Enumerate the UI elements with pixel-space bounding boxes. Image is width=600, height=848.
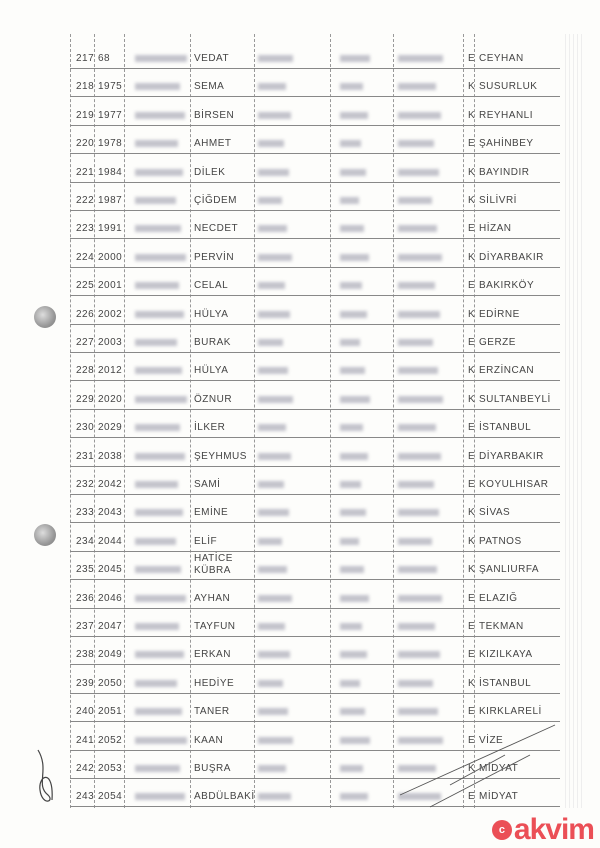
watermark-logo [492, 814, 594, 846]
table-row [70, 608, 560, 637]
redacted-field [135, 367, 182, 374]
redacted-field [135, 169, 183, 176]
redacted-field [340, 112, 368, 119]
gender: K [468, 166, 476, 178]
record-id: 1977 [98, 109, 123, 121]
city: DİYARBAKIR [479, 251, 544, 263]
table-row [70, 68, 560, 97]
gender: E [468, 450, 476, 462]
record-id: 2000 [98, 251, 123, 263]
redacted-field [135, 453, 185, 460]
row-number: 225 [76, 280, 95, 292]
redacted-field [135, 623, 179, 630]
redacted-field [398, 453, 441, 460]
table-row [70, 296, 560, 325]
row-number: 227 [76, 337, 95, 348]
record-id: 2054 [98, 791, 123, 803]
gender: E [468, 280, 476, 292]
city: ERZİNCAN [479, 365, 535, 377]
record-id: 1978 [98, 138, 123, 150]
redacted-field [398, 509, 439, 516]
redacted-field [135, 254, 186, 261]
scan-artifact [565, 34, 585, 808]
gender: K [468, 677, 476, 689]
gender: E [468, 791, 476, 803]
gender: E [468, 337, 476, 348]
redacted-field [258, 339, 283, 346]
record-id: 2052 [98, 734, 123, 746]
redacted-field [398, 140, 434, 147]
record-id: 2050 [98, 677, 123, 689]
record-id: 2020 [98, 393, 123, 405]
gender: K [468, 763, 476, 774]
city: GERZE [479, 337, 516, 348]
redacted-field [340, 793, 368, 800]
first-name: ELİF [194, 535, 218, 547]
first-name: CELAL [194, 280, 229, 292]
record-id: 2051 [98, 706, 123, 718]
gender: K [468, 81, 476, 93]
row-number: 235 [76, 564, 95, 576]
row-number: 236 [76, 592, 95, 604]
first-name: HATİCE KÜBRA [194, 553, 233, 577]
redacted-field [258, 595, 292, 602]
table-row [70, 210, 560, 239]
city: TEKMAN [479, 621, 524, 632]
row-number: 229 [76, 393, 95, 405]
city: SİVAS [479, 507, 511, 519]
row-number: 231 [76, 450, 95, 462]
record-id: 2049 [98, 649, 123, 661]
redacted-field [398, 197, 432, 204]
redacted-field [258, 424, 286, 431]
redacted-field [135, 197, 176, 204]
redacted-field [398, 55, 443, 62]
redacted-field [398, 538, 432, 545]
first-name: TANER [194, 706, 230, 718]
redacted-field [135, 282, 179, 289]
first-name: ERKAN [194, 649, 231, 661]
table-row [70, 580, 560, 609]
city: PATNOS [479, 535, 522, 547]
first-name: BİRSEN [194, 109, 235, 121]
row-number: 220 [76, 138, 95, 150]
redacted-field [135, 112, 185, 119]
gender: E [468, 706, 476, 718]
first-name: EMİNE [194, 507, 229, 519]
redacted-field [340, 424, 363, 431]
signature-strokes [390, 715, 570, 810]
row-number: 234 [76, 535, 95, 547]
record-id: 2046 [98, 592, 123, 604]
punch-hole [34, 306, 56, 328]
first-name: AHMET [194, 138, 232, 150]
first-name: NECDET [194, 223, 239, 235]
redacted-field [398, 169, 439, 176]
gender: K [468, 507, 476, 519]
row-number: 238 [76, 649, 95, 661]
redacted-field [398, 282, 435, 289]
redacted-field [398, 481, 434, 488]
redacted-field [135, 595, 186, 602]
redacted-field [398, 112, 441, 119]
gender: K [468, 535, 476, 547]
redacted-field [135, 737, 187, 744]
gender: E [468, 138, 476, 150]
row-number: 237 [76, 621, 95, 632]
redacted-field [258, 83, 286, 90]
first-name: İLKER [194, 422, 226, 434]
gender: E [468, 621, 476, 632]
redacted-field [135, 311, 184, 318]
redacted-field [258, 737, 293, 744]
redacted-field [398, 367, 438, 374]
redacted-field [340, 737, 370, 744]
redacted-field [135, 83, 180, 90]
redacted-field [340, 651, 367, 658]
gender: K [468, 564, 476, 576]
city: REYHANLI [479, 109, 534, 121]
redacted-field [398, 339, 433, 346]
redacted-field [340, 83, 363, 90]
redacted-field [398, 396, 443, 403]
redacted-field [258, 169, 289, 176]
row-number: 226 [76, 308, 95, 320]
city: ŞAHİNBEY [479, 138, 534, 150]
redacted-field [398, 651, 440, 658]
record-id: 2045 [98, 564, 123, 576]
redacted-field [340, 367, 365, 374]
first-name: DİLEK [194, 166, 226, 178]
row-number: 219 [76, 109, 95, 121]
table-row [70, 466, 560, 495]
redacted-field [258, 566, 287, 573]
first-name: ABDÜLBAKİ [194, 791, 255, 803]
gender: K [468, 109, 476, 121]
city: SİLİVRİ [479, 195, 517, 206]
redacted-field [340, 680, 360, 687]
table-row [70, 381, 560, 410]
gender: K [468, 251, 476, 263]
redacted-field [258, 55, 293, 62]
redacted-field [398, 424, 436, 431]
row-number: 217 [76, 53, 95, 64]
first-name: ŞEYHMUS [194, 450, 247, 462]
record-id: 2053 [98, 763, 123, 774]
row-number: 222 [76, 195, 95, 206]
table-row [70, 352, 560, 381]
redacted-field [398, 680, 433, 687]
table-row [70, 154, 560, 183]
record-id: 2003 [98, 337, 123, 348]
record-id: 2044 [98, 535, 123, 547]
row-number: 233 [76, 507, 95, 519]
record-id: 68 [98, 53, 111, 64]
row-number: 232 [76, 479, 95, 490]
table-row [70, 324, 560, 353]
table-row [70, 551, 560, 580]
redacted-field [340, 453, 368, 460]
first-name: HEDİYE [194, 677, 235, 689]
gender: E [468, 734, 476, 746]
redacted-field [340, 538, 359, 545]
gender: K [468, 308, 476, 320]
record-id: 1987 [98, 195, 123, 206]
city: MİDYAT [479, 763, 519, 774]
redacted-field [135, 140, 178, 147]
gender: E [468, 592, 476, 604]
city: KIZILKAYA [479, 649, 533, 661]
table-row [70, 494, 560, 523]
redacted-field [135, 566, 181, 573]
redacted-field [398, 566, 437, 573]
redacted-field [340, 509, 366, 516]
city: KOYULHISAR [479, 479, 549, 490]
city: İSTANBUL [479, 677, 532, 689]
redacted-field [340, 481, 361, 488]
record-id: 1984 [98, 166, 123, 178]
redacted-field [340, 140, 361, 147]
redacted-field [258, 765, 286, 772]
redacted-field [398, 83, 436, 90]
city: BAYINDIR [479, 166, 530, 178]
redacted-field [258, 453, 291, 460]
watermark-icon: c [492, 820, 512, 840]
record-id: 2043 [98, 507, 123, 519]
redacted-field [340, 225, 364, 232]
row-number: 241 [76, 734, 95, 746]
row-number: 230 [76, 422, 95, 434]
watermark-text: akvim [513, 813, 594, 846]
first-name: HÜLYA [194, 308, 229, 320]
redacted-field [340, 55, 370, 62]
city: ELAZIĞ [479, 592, 518, 604]
redacted-field [135, 481, 178, 488]
redacted-field [340, 566, 364, 573]
first-name: AYHAN [194, 592, 231, 604]
redacted-field [340, 254, 369, 261]
redacted-field [135, 793, 185, 800]
first-name: KAAN [194, 734, 224, 746]
first-name: TAYFUN [194, 621, 236, 632]
gender: E [468, 223, 476, 235]
city: BAKIRKÖY [479, 280, 535, 292]
record-id: 2042 [98, 479, 123, 490]
redacted-field [340, 396, 370, 403]
signature-mark [30, 740, 60, 810]
city: SUSURLUK [479, 81, 538, 93]
redacted-field [258, 481, 284, 488]
table-row [70, 125, 560, 154]
table-row [70, 665, 560, 694]
city: SULTANBEYLİ [479, 393, 551, 405]
redacted-field [398, 311, 440, 318]
row-number: 224 [76, 251, 95, 263]
row-number: 240 [76, 706, 95, 718]
city: İSTANBUL [479, 422, 532, 434]
redacted-field [258, 367, 288, 374]
record-id: 2038 [98, 450, 123, 462]
gender: K [468, 365, 476, 377]
punch-hole [34, 524, 56, 546]
redacted-field [398, 254, 442, 261]
record-id: 2001 [98, 280, 123, 292]
record-id: 1991 [98, 223, 123, 235]
row-number: 228 [76, 365, 95, 377]
redacted-field [340, 623, 362, 630]
row-number: 243 [76, 791, 95, 803]
city: CEYHAN [479, 53, 524, 64]
city: HİZAN [479, 223, 512, 235]
redacted-field [258, 708, 288, 715]
first-name: BURAK [194, 337, 231, 348]
redacted-field [258, 396, 293, 403]
record-id: 2029 [98, 422, 123, 434]
table-row [70, 97, 560, 126]
redacted-field [340, 765, 363, 772]
redacted-field [135, 765, 180, 772]
table-row [70, 636, 560, 665]
first-name: BUŞRA [194, 763, 231, 774]
redacted-field [135, 339, 177, 346]
gender: E [468, 649, 476, 661]
redacted-field [135, 538, 176, 545]
city: DİYARBAKIR [479, 450, 544, 462]
redacted-field [340, 197, 359, 204]
redacted-field [258, 680, 283, 687]
row-number: 218 [76, 81, 95, 93]
gender: E [468, 422, 476, 434]
first-name: HÜLYA [194, 365, 229, 377]
redacted-field [258, 282, 285, 289]
redacted-field [340, 708, 365, 715]
redacted-field [398, 595, 442, 602]
redacted-field [340, 339, 360, 346]
row-number: 242 [76, 763, 95, 774]
first-name: ÖZNUR [194, 393, 233, 405]
redacted-field [398, 623, 435, 630]
record-id: 2012 [98, 365, 123, 377]
redacted-field [135, 225, 181, 232]
row-number: 223 [76, 223, 95, 235]
city: EDİRNE [479, 308, 520, 320]
table-row [70, 409, 560, 438]
first-name: SAMİ [194, 479, 221, 490]
redacted-field [340, 282, 362, 289]
table-row [70, 239, 560, 268]
redacted-field [340, 311, 367, 318]
table-row [70, 182, 560, 211]
record-id: 1975 [98, 81, 123, 93]
city: MİDYAT [479, 791, 519, 803]
city: KIRKLARELİ [479, 706, 542, 718]
table-row [70, 523, 560, 552]
redacted-field [258, 311, 290, 318]
redacted-field [135, 55, 187, 62]
gender: E [468, 53, 476, 64]
first-name: PERVİN [194, 251, 235, 263]
redacted-field [258, 793, 291, 800]
redacted-field [135, 509, 183, 516]
city: ŞANLIURFA [479, 564, 540, 576]
redacted-field [135, 651, 184, 658]
record-id: 2047 [98, 621, 123, 632]
redacted-field [258, 140, 284, 147]
redacted-field [258, 254, 292, 261]
table-row [70, 267, 560, 296]
first-name: ÇİĞDEM [194, 195, 237, 206]
redacted-field [258, 225, 287, 232]
redacted-field [258, 197, 282, 204]
row-number: 239 [76, 677, 95, 689]
redacted-field [135, 396, 187, 403]
redacted-field [135, 680, 177, 687]
city: VİZE [479, 734, 504, 746]
row-number: 221 [76, 166, 95, 178]
redacted-field [258, 538, 282, 545]
table-row [70, 40, 560, 69]
record-id: 2002 [98, 308, 123, 320]
redacted-field [258, 112, 291, 119]
table-row [70, 438, 560, 467]
gender: K [468, 393, 476, 405]
redacted-field [340, 169, 366, 176]
redacted-field [258, 623, 285, 630]
first-name: SEMA [194, 81, 225, 93]
redacted-field [258, 651, 290, 658]
redacted-field [258, 509, 289, 516]
redacted-field [340, 595, 369, 602]
first-name: VEDAT [194, 53, 230, 64]
redacted-field [398, 225, 437, 232]
redacted-field [135, 424, 180, 431]
gender: K [468, 195, 476, 206]
gender: E [468, 479, 476, 490]
redacted-field [135, 708, 182, 715]
